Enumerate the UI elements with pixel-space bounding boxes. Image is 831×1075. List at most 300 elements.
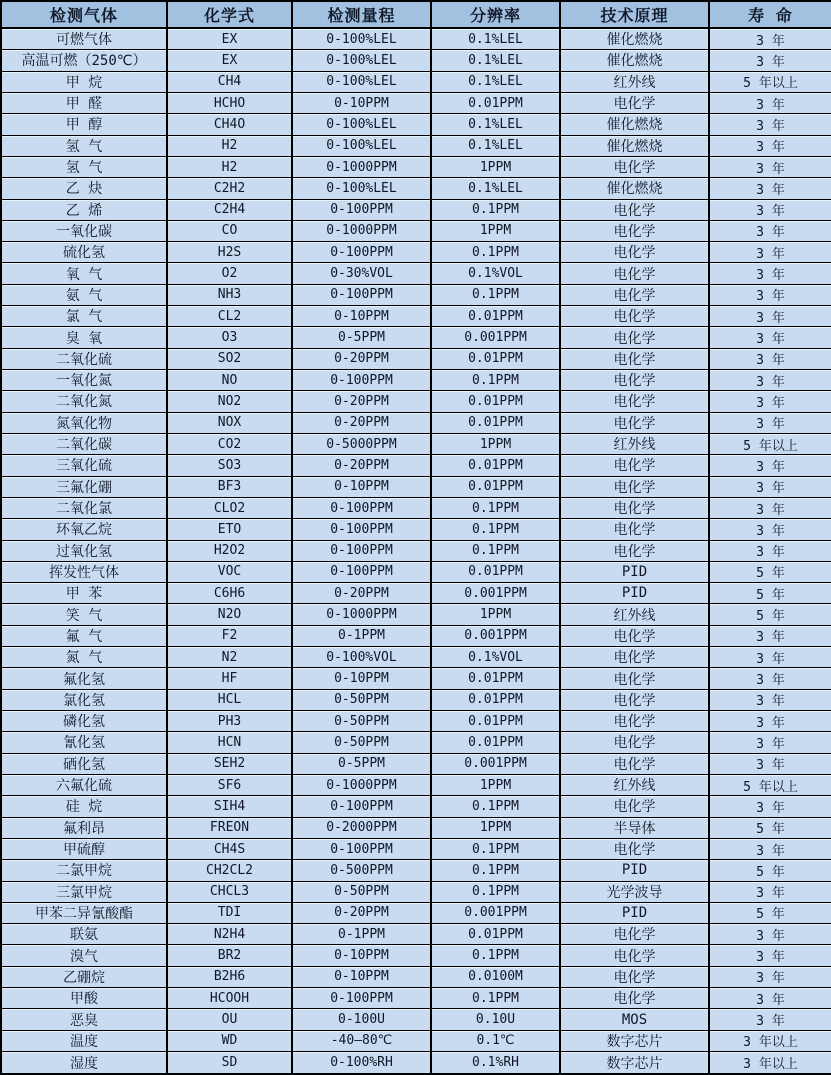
- table-cell: 3 年: [709, 327, 831, 348]
- table-cell: 0-100%RH: [292, 1052, 431, 1074]
- table-cell: CLO2: [167, 497, 292, 518]
- table-cell: 0-100PPM: [292, 540, 431, 561]
- table-cell: 0-50PPM: [292, 711, 431, 732]
- table-cell: 电化学: [560, 497, 709, 518]
- gas-name-cell: 溴气: [1, 945, 167, 966]
- gas-name-cell: 甲 醇: [1, 114, 167, 135]
- table-cell: OU: [167, 1009, 292, 1030]
- table-cell: NO2: [167, 391, 292, 412]
- gas-name-cell: 硅 烷: [1, 796, 167, 817]
- gas-name-cell: 二氧化氮: [1, 391, 167, 412]
- table-cell: 电化学: [560, 796, 709, 817]
- table-cell: 电化学: [560, 476, 709, 497]
- table-cell: 3 年: [709, 796, 831, 817]
- table-cell: 电化学: [560, 199, 709, 220]
- table-cell: 0.01PPM: [431, 306, 560, 327]
- table-cell: 电化学: [560, 711, 709, 732]
- table-row: [1, 433, 831, 454]
- table-cell: PID: [560, 561, 709, 582]
- table-cell: 0-10PPM: [292, 306, 431, 327]
- table-cell: 电化学: [560, 838, 709, 859]
- table-cell: 1PPM: [431, 774, 560, 795]
- table-cell: 0-10PPM: [292, 476, 431, 497]
- table-cell: VOC: [167, 561, 292, 582]
- table-row: [1, 753, 831, 774]
- table-cell: 0-100%VOL: [292, 647, 431, 668]
- table-cell: PH3: [167, 711, 292, 732]
- table-row: [1, 519, 831, 540]
- table-cell: 电化学: [560, 412, 709, 433]
- table-cell: 0-2000PPM: [292, 817, 431, 838]
- table-cell: 电化学: [560, 306, 709, 327]
- gas-name-cell: 甲苯二异氰酸酯: [1, 902, 167, 923]
- table-cell: SF6: [167, 774, 292, 795]
- table-cell: HCL: [167, 689, 292, 710]
- table-cell: 0-20PPM: [292, 455, 431, 476]
- table-cell: EX: [167, 28, 292, 50]
- table-cell: F2: [167, 625, 292, 646]
- table-cell: 0.001PPM: [431, 583, 560, 604]
- table-row: [1, 455, 831, 476]
- table-cell: 3 年: [709, 348, 831, 369]
- table-cell: SO3: [167, 455, 292, 476]
- table-cell: 0-100%LEL: [292, 114, 431, 135]
- table-row: [1, 348, 831, 369]
- gas-name-cell: 氢 气: [1, 135, 167, 156]
- table-cell: 0-100%LEL: [292, 178, 431, 199]
- table-cell: 3 年: [709, 1009, 831, 1030]
- table-cell: 3 年: [709, 647, 831, 668]
- gas-name-cell: 甲 醛: [1, 92, 167, 113]
- gas-name-cell: 环氧乙烷: [1, 519, 167, 540]
- table-cell: B2H6: [167, 966, 292, 987]
- table-cell: 0.1%LEL: [431, 71, 560, 92]
- table-cell: 0-1000PPM: [292, 156, 431, 177]
- table-cell: 3 年: [709, 391, 831, 412]
- table-cell: 0.1%VOL: [431, 263, 560, 284]
- table-row: [1, 988, 831, 1009]
- table-cell: C6H6: [167, 583, 292, 604]
- column-header: 寿 命: [709, 1, 831, 28]
- table-cell: CH4O: [167, 114, 292, 135]
- gas-name-cell: 氨 气: [1, 284, 167, 305]
- gas-name-cell: 甲酸: [1, 988, 167, 1009]
- table-cell: 0.1PPM: [431, 838, 560, 859]
- table-row: [1, 689, 831, 710]
- table-cell: 0-20PPM: [292, 583, 431, 604]
- table-cell: 0-100PPM: [292, 988, 431, 1009]
- table-cell: PID: [560, 902, 709, 923]
- table-cell: 0-100PPM: [292, 370, 431, 391]
- table-cell: 1PPM: [431, 604, 560, 625]
- table-cell: 0-1PPM: [292, 924, 431, 945]
- table-cell: 电化学: [560, 284, 709, 305]
- table-cell: 0.01PPM: [431, 689, 560, 710]
- table-row: [1, 1009, 831, 1030]
- table-cell: 电化学: [560, 263, 709, 284]
- table-row: [1, 497, 831, 518]
- table-cell: 红外线: [560, 604, 709, 625]
- table-cell: 3 年: [709, 689, 831, 710]
- column-header: 化学式: [167, 1, 292, 28]
- table-cell: 电化学: [560, 242, 709, 263]
- table-cell: 0.01PPM: [431, 711, 560, 732]
- table-row: [1, 242, 831, 263]
- table-cell: 0.1PPM: [431, 519, 560, 540]
- table-cell: 0.001PPM: [431, 753, 560, 774]
- gas-name-cell: 甲 烷: [1, 71, 167, 92]
- table-cell: 0-20PPM: [292, 348, 431, 369]
- table-cell: 3 年: [709, 50, 831, 71]
- table-row: [1, 668, 831, 689]
- column-header: 检测气体: [1, 1, 167, 28]
- gas-name-cell: 甲硫醇: [1, 838, 167, 859]
- table-cell: 0.1PPM: [431, 860, 560, 881]
- gas-name-cell: 二氧化硫: [1, 348, 167, 369]
- table-cell: 催化燃烧: [560, 178, 709, 199]
- gas-name-cell: 磷化氢: [1, 711, 167, 732]
- table-cell: FREON: [167, 817, 292, 838]
- table-row: [1, 625, 831, 646]
- table-cell: 0.1PPM: [431, 370, 560, 391]
- table-cell: 电化学: [560, 220, 709, 241]
- table-cell: 3 年: [709, 838, 831, 859]
- table-cell: CL2: [167, 306, 292, 327]
- table-cell: 1PPM: [431, 156, 560, 177]
- table-cell: H2: [167, 135, 292, 156]
- table-cell: 3 年: [709, 668, 831, 689]
- table-cell: 0.1PPM: [431, 284, 560, 305]
- table-cell: BR2: [167, 945, 292, 966]
- table-row: [1, 902, 831, 923]
- table-row: [1, 1030, 831, 1051]
- table-cell: N2H4: [167, 924, 292, 945]
- gas-name-cell: 联氨: [1, 924, 167, 945]
- table-cell: 3 年: [709, 220, 831, 241]
- table-cell: 5 年以上: [709, 774, 831, 795]
- table-cell: CH4S: [167, 838, 292, 859]
- table-cell: 催化燃烧: [560, 114, 709, 135]
- table-cell: CH4: [167, 71, 292, 92]
- table-cell: 0.1PPM: [431, 988, 560, 1009]
- table-cell: 0-100PPM: [292, 497, 431, 518]
- table-cell: 电化学: [560, 732, 709, 753]
- table-cell: 0.1%VOL: [431, 647, 560, 668]
- table-cell: 数字芯片: [560, 1030, 709, 1051]
- table-cell: 0.1%LEL: [431, 28, 560, 50]
- table-cell: 0.01PPM: [431, 561, 560, 582]
- table-cell: NOX: [167, 412, 292, 433]
- table-cell: CO: [167, 220, 292, 241]
- table-cell: CH2CL2: [167, 860, 292, 881]
- table-cell: 0-5PPM: [292, 327, 431, 348]
- table-row: [1, 966, 831, 987]
- gas-name-cell: 一氧化氮: [1, 370, 167, 391]
- table-row: [1, 391, 831, 412]
- table-cell: 0-100%LEL: [292, 28, 431, 50]
- gas-name-cell: 氯化氢: [1, 689, 167, 710]
- gas-name-cell: 氰化氢: [1, 732, 167, 753]
- table-cell: 3 年: [709, 924, 831, 945]
- gas-name-cell: 氮氧化物: [1, 412, 167, 433]
- table-cell: 3 年: [709, 945, 831, 966]
- table-cell: 0-100PPM: [292, 242, 431, 263]
- table-cell: 0-100PPM: [292, 561, 431, 582]
- table-row: [1, 540, 831, 561]
- table-cell: 0-50PPM: [292, 881, 431, 902]
- table-cell: 1PPM: [431, 817, 560, 838]
- table-row: [1, 178, 831, 199]
- table-cell: 0-50PPM: [292, 732, 431, 753]
- table-cell: 5 年: [709, 604, 831, 625]
- table-cell: 0-1000PPM: [292, 774, 431, 795]
- table-cell: H2: [167, 156, 292, 177]
- table-cell: 3 年: [709, 135, 831, 156]
- table-row: [1, 924, 831, 945]
- gas-name-cell: 乙 炔: [1, 178, 167, 199]
- table-cell: 电化学: [560, 92, 709, 113]
- table-cell: 0-1000PPM: [292, 220, 431, 241]
- table-cell: 0.001PPM: [431, 327, 560, 348]
- table-cell: 电化学: [560, 519, 709, 540]
- table-cell: 5 年以上: [709, 71, 831, 92]
- table-cell: 0-100%LEL: [292, 135, 431, 156]
- table-cell: HCN: [167, 732, 292, 753]
- table-row: [1, 817, 831, 838]
- table-cell: 1PPM: [431, 433, 560, 454]
- table-cell: 半导体: [560, 817, 709, 838]
- table-cell: 3 年: [709, 711, 831, 732]
- gas-name-cell: 二氧化碳: [1, 433, 167, 454]
- gas-name-cell: 三氯甲烷: [1, 881, 167, 902]
- gas-name-cell: 二氯甲烷: [1, 860, 167, 881]
- gas-name-cell: 温度: [1, 1030, 167, 1051]
- table-cell: 0-30%VOL: [292, 263, 431, 284]
- table-cell: 0-20PPM: [292, 391, 431, 412]
- gas-name-cell: 高温可燃（250℃）: [1, 50, 167, 71]
- table-row: [1, 1052, 831, 1074]
- table-cell: 0.01PPM: [431, 732, 560, 753]
- table-cell: NO: [167, 370, 292, 391]
- table-cell: 电化学: [560, 988, 709, 1009]
- table-cell: 0.1PPM: [431, 199, 560, 220]
- table-cell: 0.01PPM: [431, 391, 560, 412]
- table-cell: 3 年: [709, 199, 831, 220]
- gas-name-cell: 氧 气: [1, 263, 167, 284]
- table-cell: 催化燃烧: [560, 50, 709, 71]
- table-cell: 3 年: [709, 881, 831, 902]
- table-cell: 3 年以上: [709, 1030, 831, 1051]
- header-row: [1, 1, 831, 28]
- table-cell: 0-100PPM: [292, 796, 431, 817]
- gas-name-cell: 氟利昂: [1, 817, 167, 838]
- table-cell: 0.1PPM: [431, 881, 560, 902]
- gas-name-cell: 氟 气: [1, 625, 167, 646]
- table-cell: 电化学: [560, 455, 709, 476]
- gas-name-cell: 氯 气: [1, 306, 167, 327]
- table-cell: PID: [560, 860, 709, 881]
- table-row: [1, 92, 831, 113]
- table-cell: 0.01PPM: [431, 92, 560, 113]
- table-row: [1, 50, 831, 71]
- table-cell: 电化学: [560, 668, 709, 689]
- gas-name-cell: 三氟化硼: [1, 476, 167, 497]
- table-cell: 3 年: [709, 732, 831, 753]
- table-cell: C2H2: [167, 178, 292, 199]
- table-cell: NH3: [167, 284, 292, 305]
- table-cell: 红外线: [560, 433, 709, 454]
- gas-name-cell: 可燃气体: [1, 28, 167, 50]
- table-cell: 0.001PPM: [431, 902, 560, 923]
- table-cell: TDI: [167, 902, 292, 923]
- table-row: [1, 263, 831, 284]
- column-header: 检测量程: [292, 1, 431, 28]
- table-cell: 电化学: [560, 753, 709, 774]
- table-cell: 电化学: [560, 348, 709, 369]
- table-cell: C2H4: [167, 199, 292, 220]
- table-cell: 0.1%RH: [431, 1052, 560, 1074]
- table-cell: 电化学: [560, 540, 709, 561]
- table-row: [1, 306, 831, 327]
- table-cell: 0.01PPM: [431, 455, 560, 476]
- table-cell: 0.1%LEL: [431, 135, 560, 156]
- table-cell: 3 年以上: [709, 1052, 831, 1074]
- table-cell: 3 年: [709, 92, 831, 113]
- gas-name-cell: 臭 氧: [1, 327, 167, 348]
- table-cell: 0.1℃: [431, 1030, 560, 1051]
- table-cell: 0-20PPM: [292, 902, 431, 923]
- table-cell: 0.0100M: [431, 966, 560, 987]
- table-cell: 3 年: [709, 178, 831, 199]
- table-cell: 0.1%LEL: [431, 114, 560, 135]
- table-cell: 0.01PPM: [431, 924, 560, 945]
- table-cell: 3 年: [709, 519, 831, 540]
- table-cell: 0-100PPM: [292, 838, 431, 859]
- table-row: [1, 476, 831, 497]
- table-cell: 0.01PPM: [431, 668, 560, 689]
- table-cell: 0-500PPM: [292, 860, 431, 881]
- gas-name-cell: 硫化氢: [1, 242, 167, 263]
- table-cell: 3 年: [709, 540, 831, 561]
- table-cell: N2O: [167, 604, 292, 625]
- column-header: 技术原理: [560, 1, 709, 28]
- gas-name-cell: 乙 烯: [1, 199, 167, 220]
- table-row: [1, 838, 831, 859]
- table-cell: 3 年: [709, 306, 831, 327]
- table-row: [1, 881, 831, 902]
- table-cell: 5 年以上: [709, 433, 831, 454]
- gas-name-cell: 一氧化碳: [1, 220, 167, 241]
- table-row: [1, 774, 831, 795]
- table-cell: 0.01PPM: [431, 476, 560, 497]
- table-cell: 0.1PPM: [431, 540, 560, 561]
- table-cell: 0.01PPM: [431, 412, 560, 433]
- table-cell: PID: [560, 583, 709, 604]
- table-row: [1, 860, 831, 881]
- table-cell: 电化学: [560, 966, 709, 987]
- table-row: [1, 71, 831, 92]
- table-cell: 电化学: [560, 689, 709, 710]
- table-cell: HCOOH: [167, 988, 292, 1009]
- gas-name-cell: 六氟化硫: [1, 774, 167, 795]
- table-cell: 0.01PPM: [431, 348, 560, 369]
- table-cell: 5 年: [709, 561, 831, 582]
- table-cell: ETO: [167, 519, 292, 540]
- table-cell: 0.10U: [431, 1009, 560, 1030]
- gas-name-cell: 甲 苯: [1, 583, 167, 604]
- gas-name-cell: 硒化氢: [1, 753, 167, 774]
- table-cell: 0-1000PPM: [292, 604, 431, 625]
- table-cell: H2O2: [167, 540, 292, 561]
- table-cell: 0-10PPM: [292, 92, 431, 113]
- table-cell: 5 年: [709, 817, 831, 838]
- table-cell: 3 年: [709, 28, 831, 50]
- gas-name-cell: 氢 气: [1, 156, 167, 177]
- table-cell: 0.1PPM: [431, 242, 560, 263]
- table-cell: O2: [167, 263, 292, 284]
- table-cell: 电化学: [560, 647, 709, 668]
- table-row: [1, 604, 831, 625]
- gas-name-cell: 恶臭: [1, 1009, 167, 1030]
- table-row: [1, 583, 831, 604]
- table-cell: 3 年: [709, 455, 831, 476]
- table-cell: HCHO: [167, 92, 292, 113]
- table-cell: 3 年: [709, 497, 831, 518]
- table-cell: N2: [167, 647, 292, 668]
- table-cell: 0-1PPM: [292, 625, 431, 646]
- table-cell: 数字芯片: [560, 1052, 709, 1074]
- table-cell: 3 年: [709, 284, 831, 305]
- table-cell: 0-10PPM: [292, 966, 431, 987]
- table-cell: 电化学: [560, 625, 709, 646]
- table-body: [1, 28, 831, 1074]
- table-cell: MOS: [560, 1009, 709, 1030]
- table-cell: 3 年: [709, 242, 831, 263]
- table-cell: 光学波导: [560, 881, 709, 902]
- table-cell: 3 年: [709, 156, 831, 177]
- table-cell: 电化学: [560, 924, 709, 945]
- table-row: [1, 28, 831, 50]
- table-cell: 电化学: [560, 327, 709, 348]
- table-cell: 0-5000PPM: [292, 433, 431, 454]
- table-cell: WD: [167, 1030, 292, 1051]
- gas-name-cell: 乙硼烷: [1, 966, 167, 987]
- table-row: [1, 561, 831, 582]
- table-row: [1, 711, 831, 732]
- table-cell: 电化学: [560, 370, 709, 391]
- table-cell: SEH2: [167, 753, 292, 774]
- table-cell: 催化燃烧: [560, 135, 709, 156]
- table-row: [1, 156, 831, 177]
- table-cell: 3 年: [709, 966, 831, 987]
- table-row: [1, 647, 831, 668]
- gas-name-cell: 笑 气: [1, 604, 167, 625]
- table-cell: 0.1PPM: [431, 945, 560, 966]
- gas-name-cell: 过氧化氢: [1, 540, 167, 561]
- table-cell: 0.001PPM: [431, 625, 560, 646]
- table-cell: 0-100PPM: [292, 519, 431, 540]
- table-cell: 1PPM: [431, 220, 560, 241]
- table-cell: O3: [167, 327, 292, 348]
- table-row: [1, 327, 831, 348]
- table-cell: 3 年: [709, 753, 831, 774]
- table-cell: 0-100%LEL: [292, 71, 431, 92]
- table-row: [1, 732, 831, 753]
- table-cell: 5 年: [709, 583, 831, 604]
- table-cell: SIH4: [167, 796, 292, 817]
- gas-name-cell: 氮 气: [1, 647, 167, 668]
- table-cell: 5 年: [709, 860, 831, 881]
